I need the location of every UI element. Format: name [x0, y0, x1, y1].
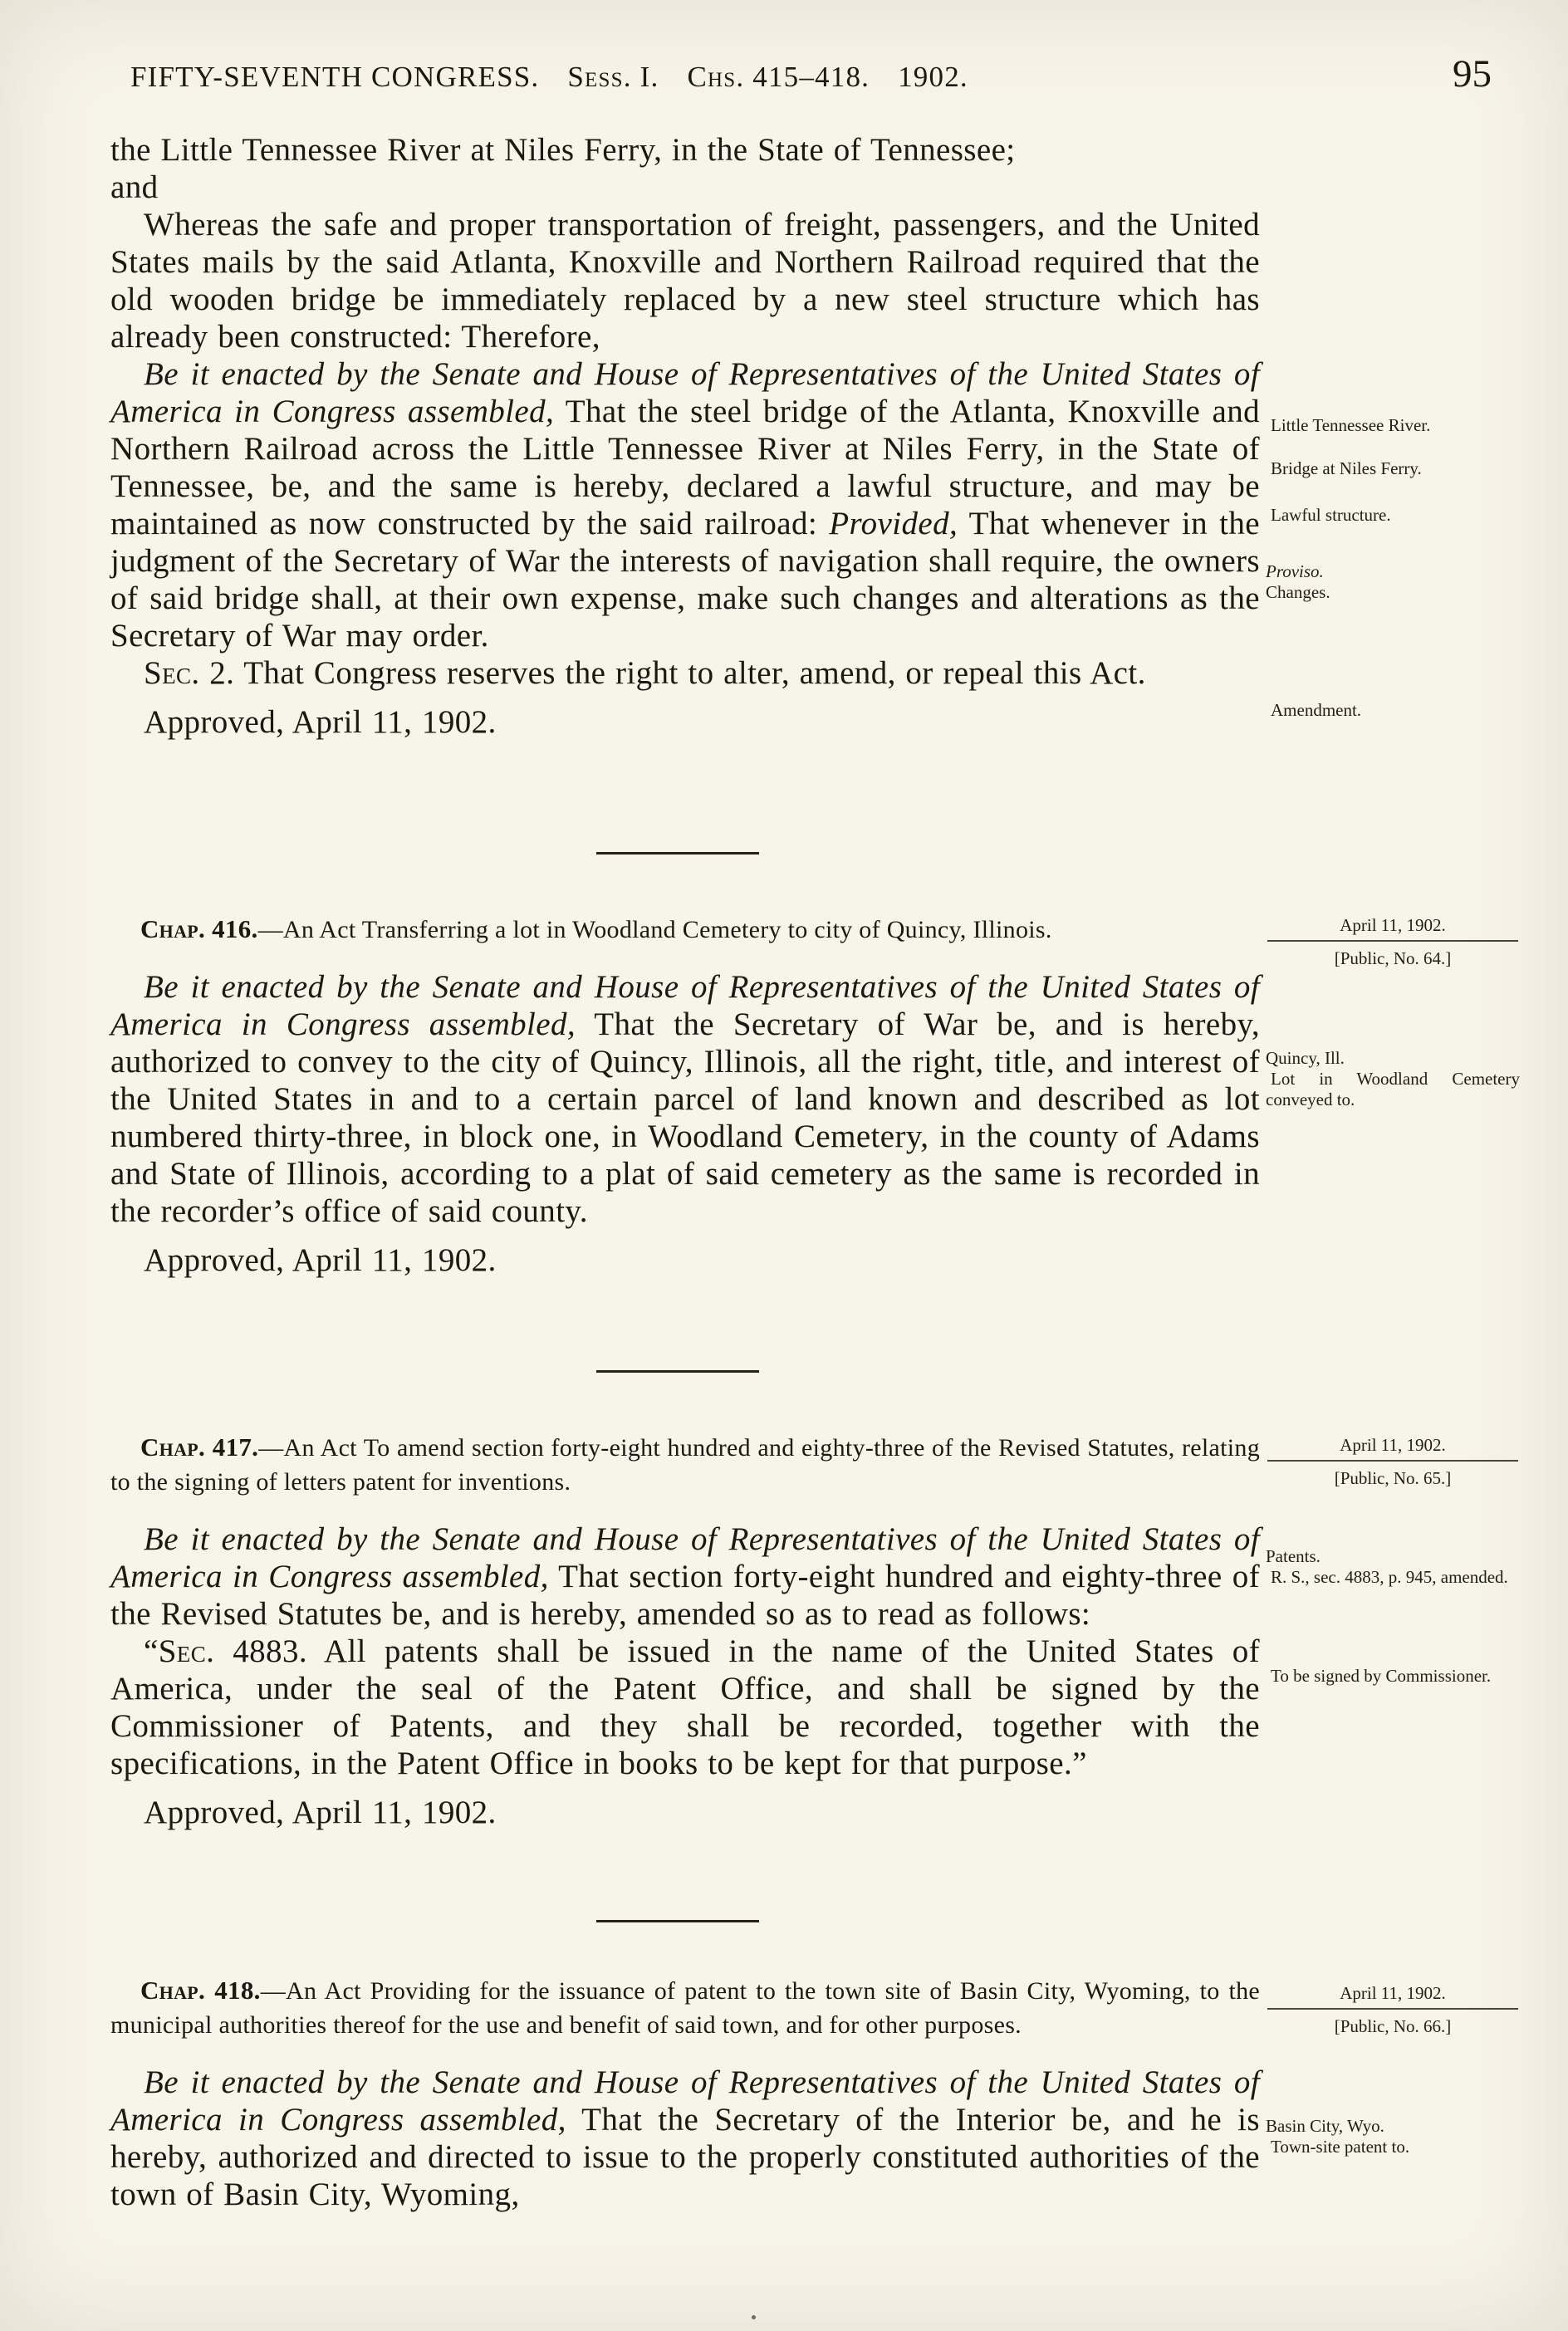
chapter-heading [110, 912, 1260, 947]
ink-speck [752, 2315, 756, 2319]
enacting-paragraph [110, 1521, 1260, 1633]
chapter-title: —An Act Transferring a lot in Woodland Cemetery to city of Quincy, Illinois. [257, 916, 1052, 943]
paragraph-text: That section forty-eight hundred and eighty-three of the Revised Statutes be, and is hereby, amended so as to read as follows: [110, 1559, 1260, 1632]
public-law-number: [Public, No. 66.] [1334, 2016, 1452, 2036]
approved-line: Approved, April 11, 1902. [144, 704, 497, 740]
paragraph-text: All patents shall be issued in the name of the United States of America, under the seal of the Patent Office, and shall be signed by the Commissioner of Patents, and they shall be recorded, together with the specifications, in the Patent Office in books to be kept for that purpose.” [110, 1633, 1260, 1781]
section-divider [596, 1920, 759, 1922]
running-head-session: Sess. I. [567, 61, 659, 93]
margin-note-proviso-word: Proviso. [1266, 561, 1324, 581]
margin-note-bridge-at-niles-ferry: Bridge at Niles Ferry. [1271, 458, 1422, 478]
chapter-date: April 11, 1902. [1340, 915, 1446, 935]
chapter-number: Chap. 418. [140, 1976, 261, 2005]
enacting-clause: Be it enacted by the Senate and House of Representatives of the United States of America in Congress assembled, [110, 1521, 1260, 1594]
paragraph-text: That the steel bridge of the Atlanta, Knoxville and Northern Railroad across the Little Tennessee River at Niles Ferry, in the State of Tennessee, be, and the same is hereby, declared a lawful structure, and may be maintained as now constructed by the said railroad: [110, 394, 1261, 541]
approved-line: Approved, April 11, 1902. [144, 1242, 497, 1278]
margin-note-signed-by-commissioner: To be signed by Commissioner. [1271, 1666, 1492, 1686]
margin-note-basin-city [1266, 2116, 1520, 2157]
margin-note-lot-conveyed: Lot in Woodland Cemetery conveyed to. [1266, 1069, 1520, 1109]
paragraph-text: Whereas the safe and proper transportation of freight, passengers, and the United States mails by the said Atlanta, Knoxville and Northern Railroad required that the old wooden bridge be immediately replaced by a new steel structure which has already been constructed: Therefore, [110, 207, 1260, 355]
margin-note-basin-city-wyo: Basin City, Wyo. [1266, 2116, 1384, 2136]
running-head-chapters: Chs. 415–418. [687, 61, 870, 93]
margin-note-amendment: Amendment. [1271, 700, 1362, 720]
paragraph [110, 131, 1260, 206]
chapter-416 [110, 912, 1260, 1279]
enacting-paragraph [110, 2064, 1260, 2213]
margin-note-changes: Changes. [1266, 582, 1330, 602]
margin-note-chapter-date [1266, 1983, 1520, 2037]
margin-note-chapter-date [1266, 1435, 1520, 1489]
running-head-year: 1902. [898, 61, 968, 93]
proviso-word: Provided, [829, 506, 958, 541]
paragraph-text: That the Secretary of War be, and is hereby, authorized to convey to the city of Quincy, Illinois, all the right, title, and interest of the United States in and to a certain parcel of land known and described as lot numbered thirty-three, in block one, in Woodland Cemetery, in the county of Adams and State of Illinois, according to a plat of said cemetery as the same is recorded in the recorder’s office of said county. [110, 1006, 1261, 1229]
public-law-number: [Public, No. 65.] [1334, 1468, 1452, 1488]
chapter-number: Chap. 416. [140, 914, 258, 943]
margin-note-chapter-date [1266, 915, 1520, 969]
chapter-number: Chap. 417. [140, 1432, 259, 1462]
margin-note-patents [1266, 1546, 1520, 1588]
paragraph-line: the Little Tennessee River at Niles Ferry, in the State of Tennessee; [110, 132, 1016, 168]
enacting-clause: Be it enacted by the Senate and House of Representatives of the United States of America in Congress assembled, [110, 356, 1260, 429]
margin-note-townsite-patent: Town-site patent to. [1271, 2137, 1410, 2157]
running-head-congress: FIFTY-SEVENTH CONGRESS. [130, 61, 540, 93]
margin-note-little-tennessee-river: Little Tennessee River. [1271, 415, 1431, 435]
running-head [130, 51, 1492, 96]
paragraph-text: That the Secretary of the Interior be, and he is hereby, authorized and directed to issue to the properly constituted authorities of the town of Basin City, Wyoming, [110, 2102, 1260, 2212]
section-number: “Sec. 4883. [144, 1633, 308, 1669]
chapter-title: —An Act Providing for the issuance of patent to the town site of Basin City, Wyoming, to the municipal authorities thereof for the use and benefit of said town, and for other purposes. [110, 1977, 1261, 2039]
margin-note-quincy [1266, 1048, 1520, 1110]
public-law-number: [Public, No. 64.] [1334, 948, 1452, 968]
approved-line: Approved, April 11, 1902. [144, 1795, 497, 1830]
chapter-heading [110, 1430, 1260, 1499]
enacting-paragraph [110, 968, 1260, 1230]
chapter-date: April 11, 1902. [1340, 1435, 1446, 1455]
section-divider [596, 852, 759, 855]
quoted-section-paragraph [110, 1633, 1260, 1782]
chapter-title: —An Act To amend section forty-eight hundred and eighty-three of the Revised Statutes, relating to the signing of letters patent for inventions. [110, 1434, 1260, 1496]
chapter-415-continuation [110, 131, 1260, 741]
margin-note-lawful-structure: Lawful structure. [1271, 505, 1391, 525]
margin-note-rs-4883: R. S., sec. 4883, p. 945, amended. [1271, 1567, 1508, 1587]
page-number: 95 [1453, 52, 1492, 95]
chapter-418 [110, 1973, 1260, 2213]
chapter-heading [110, 1973, 1260, 2042]
margin-rule [1267, 940, 1518, 942]
margin-note-quincy-ill: Quincy, Ill. [1266, 1048, 1345, 1068]
enacting-clause: Be it enacted by the Senate and House of Representatives of the United States of America in Congress assembled, [110, 969, 1260, 1042]
whereas-paragraph [110, 206, 1260, 355]
margin-rule [1267, 1460, 1518, 1462]
margin-note-patents-word: Patents. [1266, 1546, 1321, 1566]
paragraph-text: That Congress reserves the right to alter, amend, or repeal this Act. [234, 655, 1146, 691]
section-number: Sec. 2. [144, 655, 235, 691]
chapter-date: April 11, 1902. [1340, 1983, 1446, 2003]
chapter-417 [110, 1430, 1260, 1831]
margin-rule [1267, 2008, 1518, 2010]
section-divider [596, 1370, 759, 1373]
margin-note-proviso [1266, 561, 1520, 603]
paragraph-text: That whenever in the judgment of the Secretary of War the interests of navigation shall require, the owners of said bridge shall, at their own expense, make such changes and alterations as the Secretary of War may order. [110, 506, 1260, 654]
enacting-clause: Be it enacted by the Senate and House of Representatives of the United States of America in Congress assembled, [110, 2064, 1260, 2138]
enacting-paragraph [110, 355, 1260, 654]
paragraph-line: and [110, 169, 159, 205]
section-2-paragraph [110, 654, 1260, 692]
